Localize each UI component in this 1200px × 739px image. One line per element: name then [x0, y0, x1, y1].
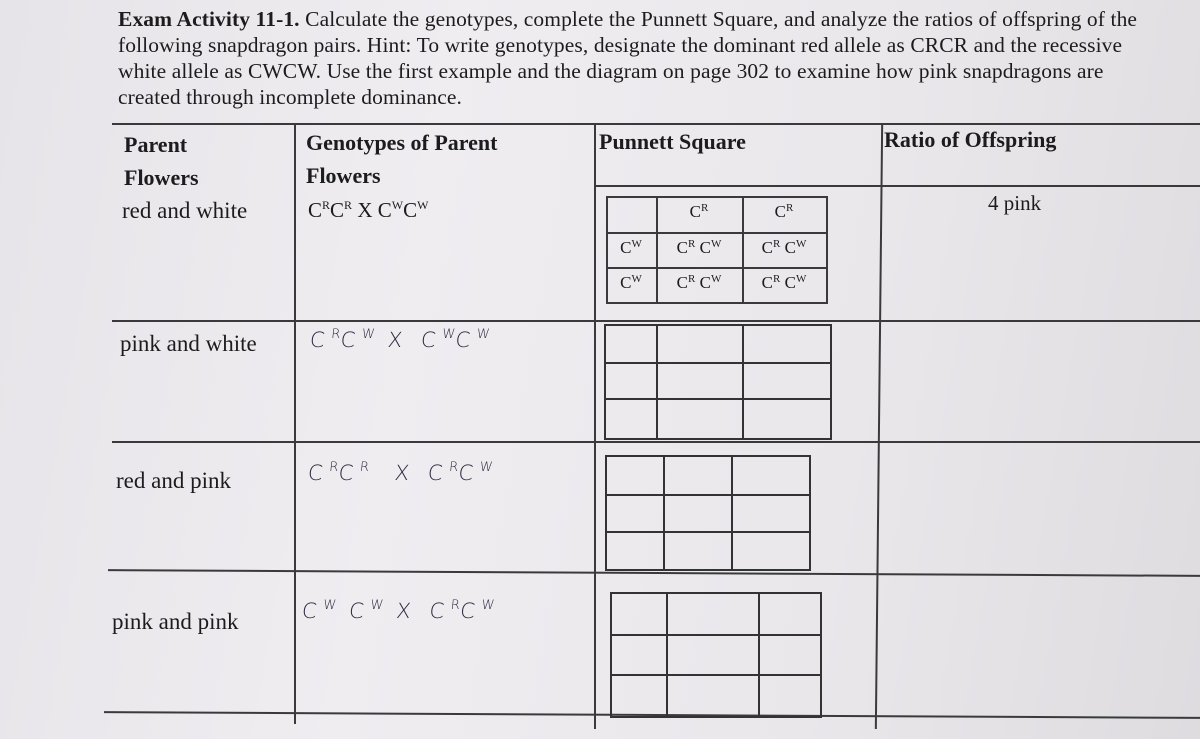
table-top-border: [112, 123, 1200, 125]
row1-genotype: $C^RC^R$ X $C^WC^W$: [308, 198, 429, 222]
header-divider-right: [595, 185, 1200, 187]
punnett-cell-1-1: $C^R$ $C^W$: [676, 238, 722, 257]
punnett-cell-2-1: $C^R$ $C^W$: [676, 273, 722, 292]
col-divider-1: [294, 124, 296, 724]
punnett-cell-1-2: $C^R$ $C^W$: [761, 238, 807, 257]
activity-title: Exam Activity 11-1.: [118, 7, 300, 31]
header-ratio: Ratio of Offspring: [884, 127, 1057, 152]
row2-parent: pink and white: [120, 331, 257, 356]
row-divider-2: [112, 441, 1200, 443]
header-genotype: Genotypes of Parent: [306, 130, 498, 155]
punnett-top-allele-2: $C^R$: [774, 202, 794, 221]
row2-punnett-grid[interactable]: [604, 324, 832, 440]
row2-genotype-handwritten[interactable]: $C^RC^W$ X $C^WC^W$: [308, 327, 492, 352]
header-parent: Parent: [124, 132, 188, 157]
row4-parent: pink and pink: [112, 609, 239, 634]
punnett-left-allele-2: $C^W$: [620, 273, 642, 292]
row3-parent: red and pink: [116, 468, 231, 493]
col-divider-3: [875, 124, 883, 729]
row4-genotype-handwritten[interactable]: $C^W$ $C^W$ X $C^RC^W$: [300, 598, 497, 623]
row1-parent: red and white: [122, 198, 248, 223]
punnett-top-allele-1: $C^R$: [689, 202, 709, 221]
punnett-left-allele-1: $C^W$: [620, 238, 642, 257]
header-genotype-line2: Flowers: [306, 163, 381, 188]
row3-punnett-grid[interactable]: [605, 455, 811, 571]
instructions-paragraph: [118, 6, 1158, 110]
instructions-text: Calculate the genotypes, complete the Punnett Square, and analyze the ratios of offspring of the following snapdragon pairs. Hint: To write genotypes, designate the dominant red allele as CRCR and the recessive white allele as CWCW. Use the first example and the diagram on page 302 to examine how pink snapdragons are created through incomplete dominance.: [118, 7, 1138, 109]
header-parent-line2: Flowers: [124, 165, 199, 190]
row4-punnett-grid[interactable]: [610, 592, 822, 718]
row1-punnett-square: [606, 196, 831, 306]
header-punnett: Punnett Square: [599, 129, 746, 154]
col-divider-2: [594, 124, 596, 729]
row-divider-1: [112, 320, 1200, 322]
punnett-cell-2-2: $C^R$ $C^W$: [761, 273, 807, 292]
row3-genotype-handwritten[interactable]: $C^RC^R$ X $C^RC^W$: [306, 460, 495, 485]
row1-ratio: 4 pink: [988, 191, 1042, 215]
